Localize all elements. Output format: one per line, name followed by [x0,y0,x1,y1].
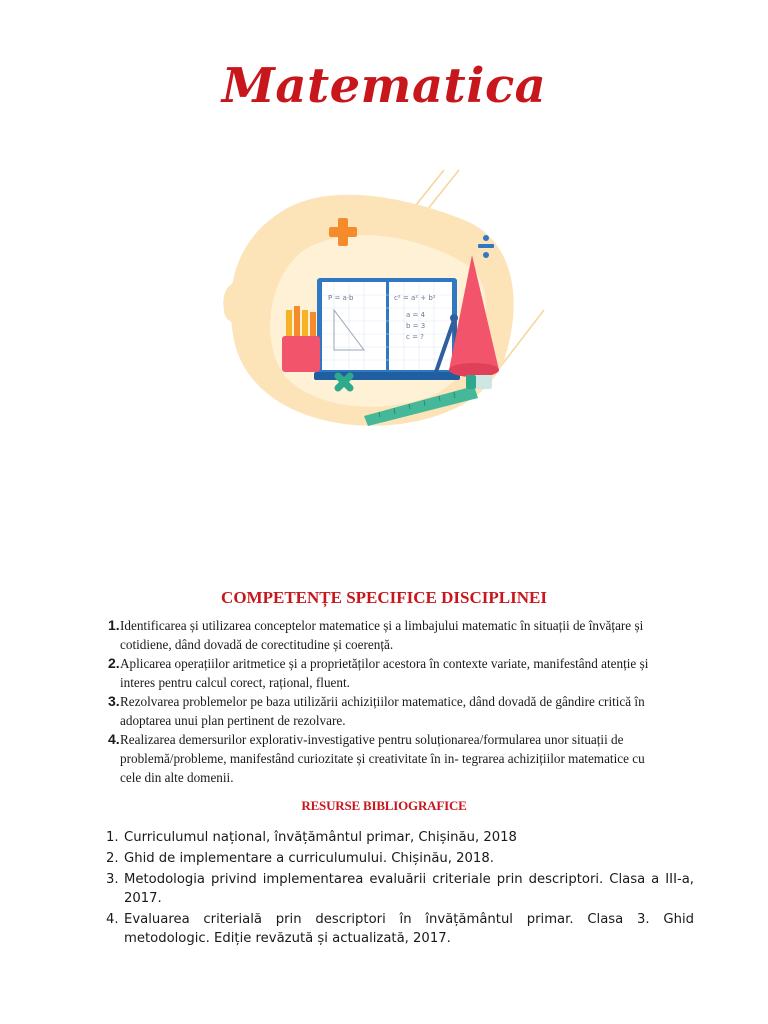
list-item [106,828,694,847]
board-formula-3: a = 4 [406,311,426,319]
list-item-number: 3. [108,693,120,709]
list-item-number: 1. [106,830,119,845]
multiply-icon [338,376,350,388]
list-item-number: 2. [108,655,120,671]
competences-list [108,616,668,787]
list-item-number: 3. [106,872,119,887]
list-item-text: Realizarea demersurilor explorativ-investigative pentru soluționarea/formularea unor situații de problemă/probleme, manifestând curiozitate și creativitate în in- tegrarea achizițiilor matematice cu cele din alte domenii. [120,732,645,785]
list-item [106,870,694,908]
list-item-text: Rezolvarea problemelor pe baza utilizării achizițiilor matematice, dând dovadă de gândire critică în adoptarea unui plan pertinent de rezolvare. [120,694,645,728]
resources-heading: RESURSE BIBLIOGRAFICE [301,798,467,813]
page-title: Matematica [221,58,547,114]
list-item-number: 4. [108,731,120,747]
list-item-text: Metodologia privind implementarea evaluării criteriale prin descriptori. Clasa a III-a, 2017. [124,872,694,906]
list-item-text: Identificarea și utilizarea conceptelor matematice și a limbajului matematic în situații de învățare și cotidiene, dând dovadă de corectitudine și coerență. [120,618,644,652]
list-item [108,692,668,730]
list-item-number: 1. [108,617,120,633]
eraser-icon [466,375,492,389]
list-item-text: Curriculumul național, învățământul primar, Chișinău, 2018 [124,830,517,845]
board-formula-2: c² = a² + b² [394,294,436,302]
list-item-text: Evaluarea criterială prin descriptori în învățământul primar. Clasa 3. Ghid metodologic. Ediție revăzută și actualizată, 2017. [124,912,694,946]
list-item-number: 2. [106,851,119,866]
board-formula-1: P = a·b [328,294,354,302]
list-item-text: Aplicarea operațiilor aritmetice și a proprietăților acestora în contexte variate, manifestând atenție și interes pentru calcul corect, rațional, fluent. [120,656,649,690]
resources-list [106,828,694,950]
list-item [108,616,668,654]
list-item-number: 4. [106,912,119,927]
list-item [108,730,668,787]
list-item [106,849,694,868]
list-item-text: Ghid de implementare a curriculumului. Chișinău, 2018. [124,851,494,866]
board-formula-5: c = ? [406,333,424,341]
math-illustration [214,160,554,450]
list-item [108,654,668,692]
board-formula-4: b = 3 [406,322,426,330]
list-item [106,910,694,948]
competences-heading: COMPETENȚE SPECIFICE DISCIPLINEI [221,588,547,607]
